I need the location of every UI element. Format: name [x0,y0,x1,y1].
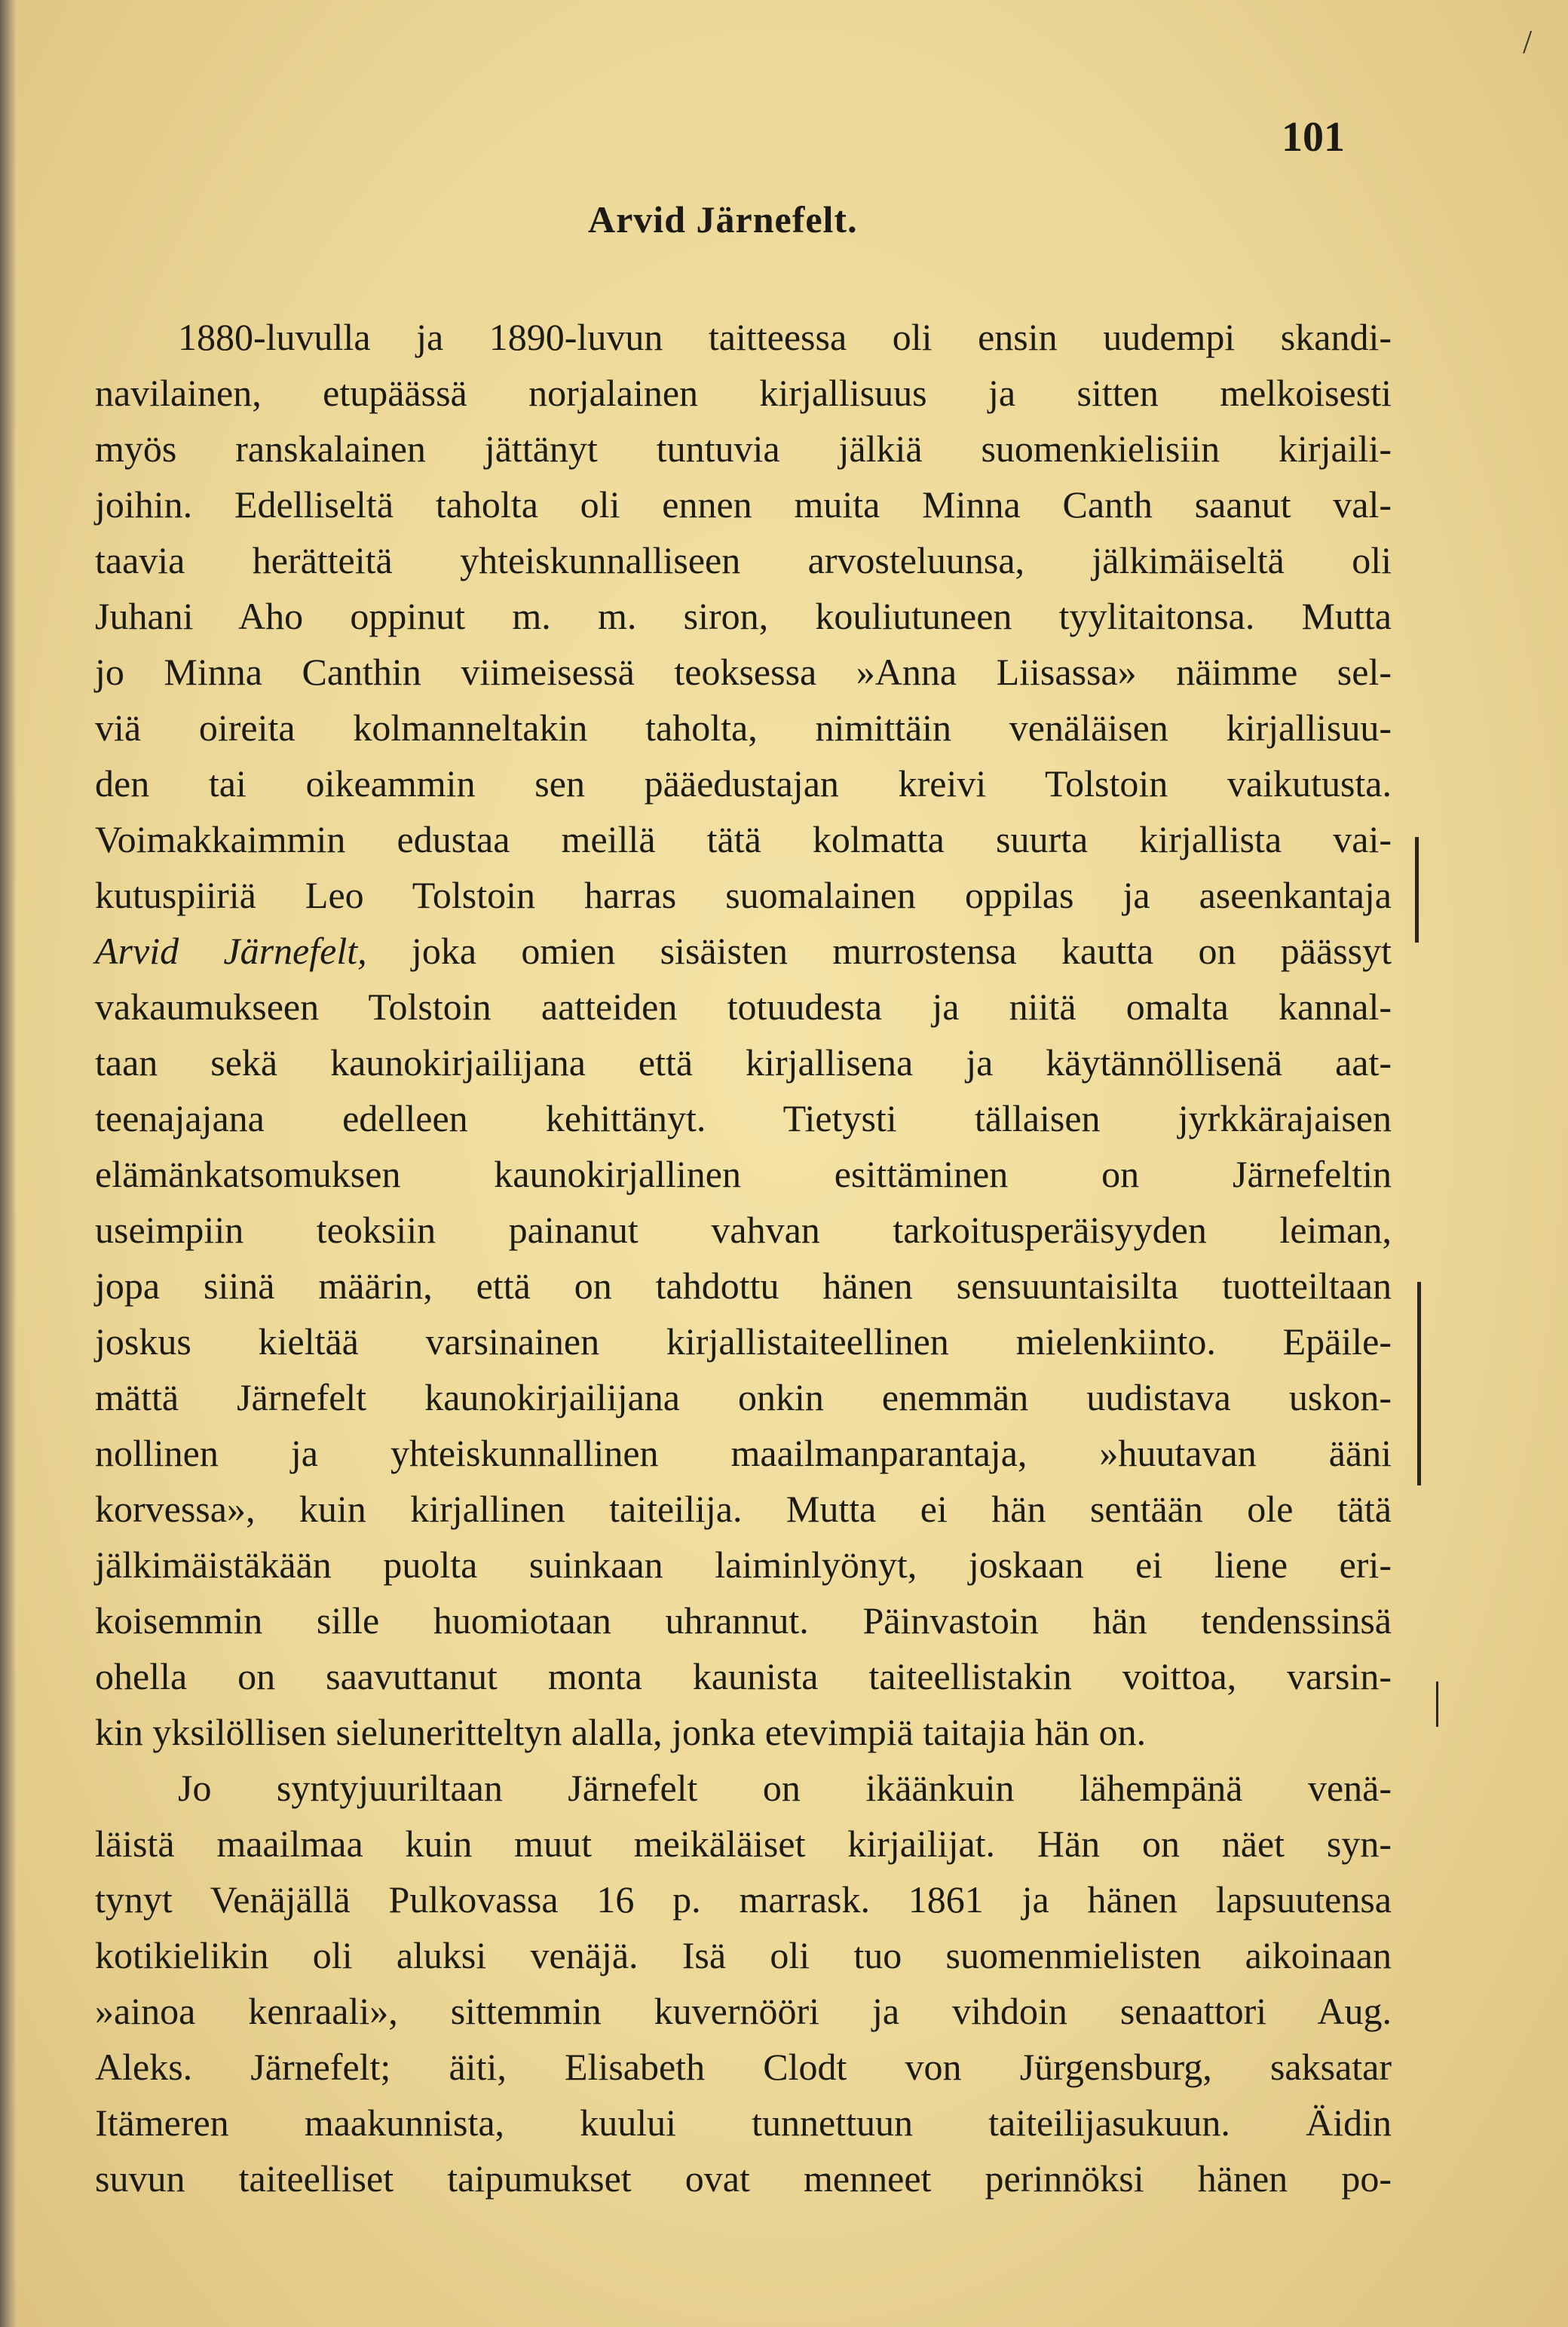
text-line-19: joskus kieltää varsinainen kirjallistaiteellinen mielenkiinto. Epäile- [95,1320,1392,1363]
margin-marking-bar-1 [1415,837,1419,943]
text-line-9: den tai oikeammin sen pääedustajan kreivi Tolstoin vaikutusta. [95,762,1392,805]
text-line-15: teenajajana edelleen kehittänyt. Tietysti tällaisen jyrkkärajaisen [95,1097,1392,1139]
page-number: 101 [1282,114,1345,161]
text-line-13: vakaumukseen Tolstoin aatteiden totuudesta ja niitä omalta kannal- [95,986,1392,1028]
text-line-22: korvessa», kuin kirjallinen taiteilija. Mutta ei hän sentään ole tätä [95,1488,1392,1530]
text-line-17: useimpiin teoksiin painanut vahvan tarkoitusperäisyyden leiman, [95,1209,1392,1251]
corner-pencil-mark: / [1523,23,1533,60]
text-line-33: Itämeren maakunnista, kuului tunnettuun taiteilijasukuun. Äidin [95,2102,1392,2144]
text-line-7: jo Minna Canthin viimeisessä teoksessa »Anna Liisassa» näimme sel- [95,651,1392,693]
text-line-26: kin yksilöllisen sieluneritteltyn alalla, jonka etevimpiä taitajia hän on. [95,1711,1147,1753]
margin-marking-bar-3 [1436,1682,1438,1727]
text-line-6: Juhani Aho oppinut m. m. siron, kouliutuneen tyylitaitonsa. Mutta [95,595,1392,637]
text-line-20: mättä Järnefelt kaunokirjailijana onkin enemmän uudistava uskon- [95,1376,1392,1418]
text-line-25: ohella on saavuttanut monta kaunista taiteellistakin voittoa, varsin- [95,1655,1392,1697]
margin-marking-bar-2 [1417,1282,1421,1485]
text-line-1: 1880-luvulla ja 1890-luvun taitteessa oli ensin uudempi skandi- [178,316,1392,358]
text-line-2: navilainen, etupäässä norjalainen kirjallisuus ja sitten melkoisesti [95,372,1392,414]
text-line-29: tynyt Venäjällä Pulkovassa 16 p. marrask. 1861 ja hänen lapsuutensa [95,1878,1392,1921]
text-line-4: joihin. Edelliseltä taholta oli ennen muita Minna Canth saanut val- [95,483,1392,526]
text-line-8: viä oireita kolmanneltakin taholta, nimittäin venäläisen kirjallisuu- [95,707,1392,749]
author-name-italic: Arvid Järnefelt, [95,930,367,972]
text-line-32: Aleks. Järnefelt; äiti, Elisabeth Clodt von Jürgensburg, saksatar [95,2046,1392,2088]
text-line-5: taavia herätteitä yhteiskunnalliseen arvosteluunsa, jälkimäiseltä oli [95,539,1392,581]
text-line-28: läistä maailmaa kuin muut meikäläiset kirjailijat. Hän on näet syn- [95,1823,1392,1865]
text-line-14: taan sekä kaunokirjailijana että kirjallisena ja käytännöllisenä aat- [95,1041,1392,1084]
text-line-24: koisemmin sille huomiotaan uhrannut. Päinvastoin hän tendenssinsä [95,1599,1392,1642]
text-line-12-rest: joka omien sisäisten murrostensa kautta on päässyt [411,930,1392,972]
text-line-31: »ainoa kenraali», sittemmin kuvernööri ja vihdoin senaattori Aug. [95,1990,1392,2032]
body-text [95,309,1392,2206]
text-line-23: jälkimäistäkään puolta suinkaan laiminlyönyt, joskaan ei liene eri- [95,1544,1392,1586]
text-line-21: nollinen ja yhteiskunnallinen maailmanparantaja, »huutavan ääni [95,1432,1392,1474]
book-spine-shadow [0,0,17,2327]
chapter-title: Arvid Järnefelt. [588,198,858,241]
text-line-18: jopa siinä määrin, että on tahdottu hänen sensuuntaisilta tuotteiltaan [95,1265,1392,1307]
text-line-30: kotikielikin oli aluksi venäjä. Isä oli tuo suomenmielisten aikoinaan [95,1934,1392,1976]
text-line-27: Jo syntyjuuriltaan Järnefelt on ikäänkuin lähempänä venä- [178,1767,1392,1809]
text-line-3: myös ranskalainen jättänyt tuntuvia jälkiä suomenkielisiin kirjaili- [95,428,1392,470]
text-line-11: kutuspiiriä Leo Tolstoin harras suomalainen oppilas ja aseenkantaja [95,874,1392,916]
text-line-12 [95,923,1392,979]
text-line-10: Voimakkaimmin edustaa meillä tätä kolmatta suurta kirjallista vai- [95,818,1392,860]
text-line-34: suvun taiteelliset taipumukset ovat menneet perinnöksi hänen po- [95,2157,1392,2200]
text-line-16: elämänkatsomuksen kaunokirjallinen esittäminen on Järnefeltin [95,1153,1392,1195]
